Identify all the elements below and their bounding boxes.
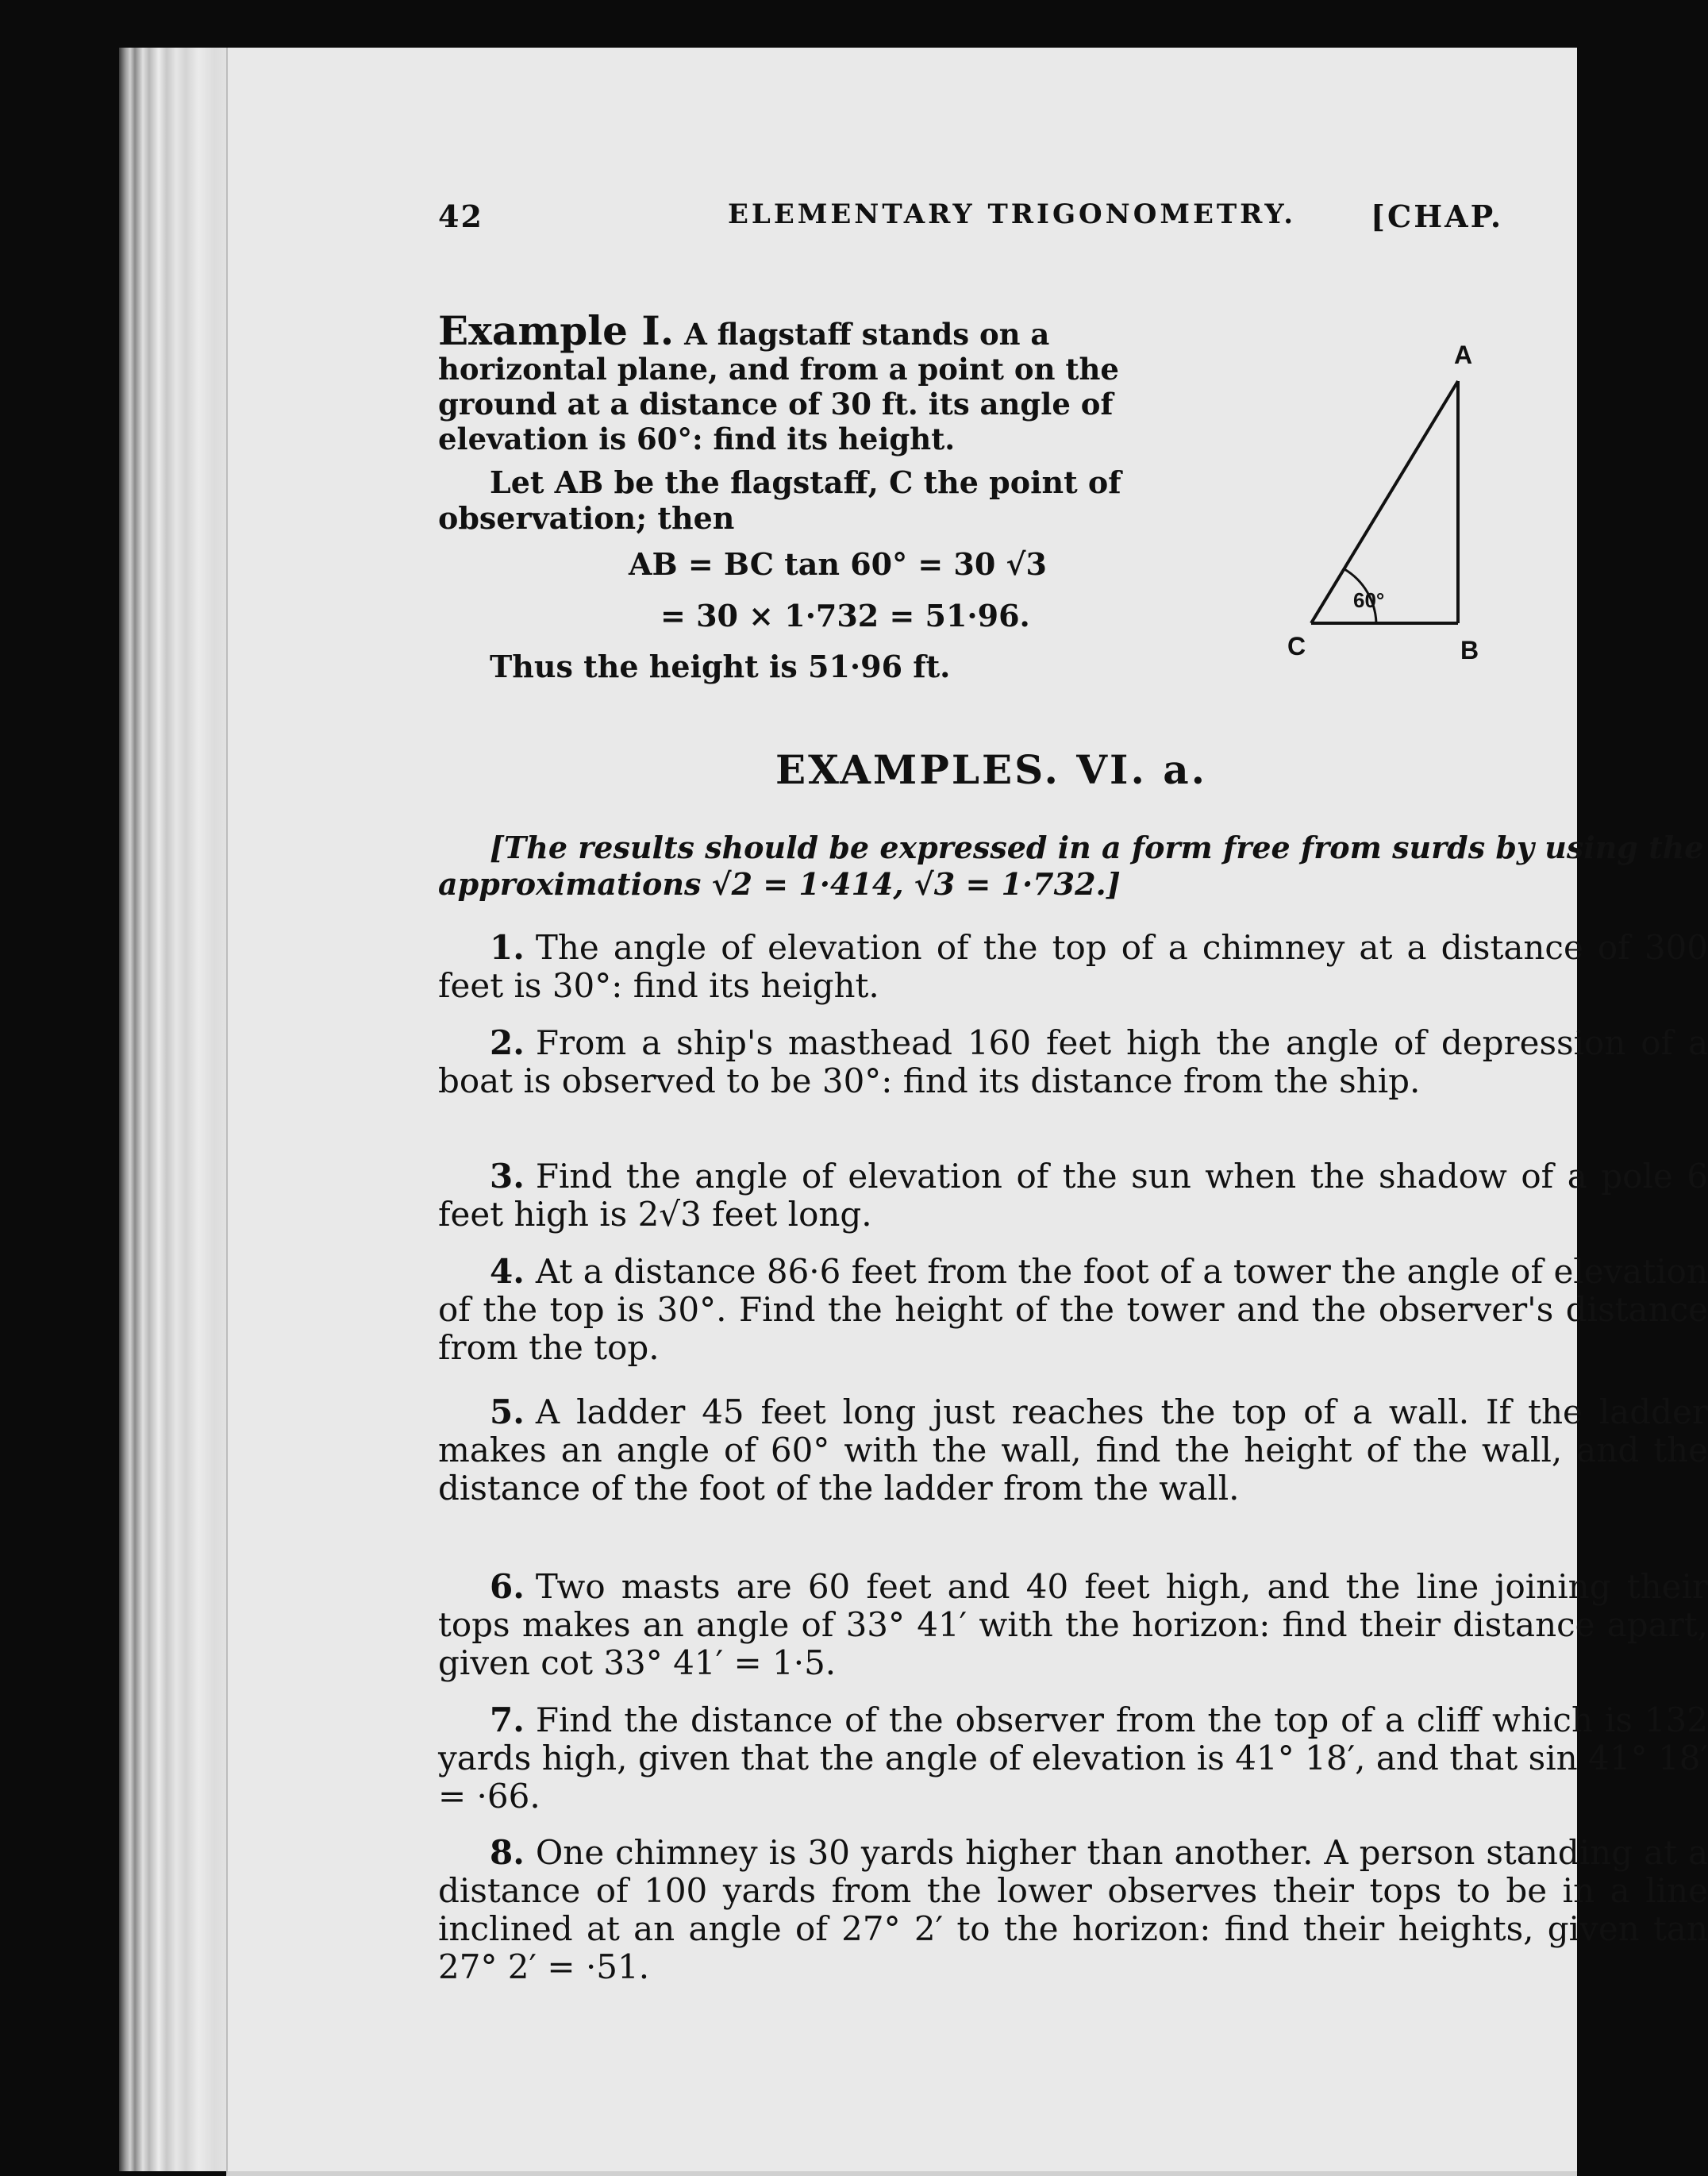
example-statement	[438, 307, 1176, 456]
problem-number: 2.	[490, 1023, 525, 1062]
chapter-label: [CHAP.	[1371, 198, 1504, 234]
problem-number: 6.	[490, 1567, 525, 1606]
problem-text: A ladder 45 feet long just reaches the top of a wall. If the ladder makes an angle of 60° with the wall, find the height of the wall, and the distance of the foot of the ladder from the wall.	[438, 1392, 1708, 1508]
problem-number: 5.	[490, 1392, 525, 1431]
problem-number: 4.	[490, 1252, 525, 1291]
problem-number: 3.	[490, 1157, 525, 1196]
problem-item	[438, 1393, 1708, 1508]
vertex-label-b: B	[1460, 636, 1479, 664]
example-text: A flagstaff stands on a horizontal plane, and from a point on the ground at a distance of 30 ft. its angle of elevation is 60°: find its height.	[438, 317, 1119, 456]
problem-number: 8.	[490, 1833, 525, 1872]
equation-2: = 30 × 1·732 = 51·96.	[660, 598, 1030, 634]
problem-item	[438, 929, 1708, 1005]
problem-text: Find the angle of elevation of the sun when the shadow of a pole 6 feet high is 2√3 feet long.	[438, 1157, 1708, 1234]
problem-number: 7.	[490, 1700, 525, 1739]
problem-text: One chimney is 30 yards higher than another. A person standing at a distance of 100 yards from the lower observes their tops to be in a line inclined at an angle of 27° 2′ to the horizon: find their heights, given tan 27° 2′ = ·51.	[438, 1833, 1708, 1986]
angle-label: 60°	[1353, 588, 1385, 612]
problem-item	[438, 1568, 1708, 1682]
problem-item	[438, 1701, 1708, 1816]
vertex-label-a: A	[1454, 341, 1473, 369]
example-lead: Example I.	[438, 307, 675, 354]
book-edge	[119, 48, 238, 2171]
side-ca	[1311, 381, 1458, 623]
problem-number: 1.	[490, 928, 525, 967]
problem-text: The angle of elevation of the top of a chimney at a distance of 300 feet is 30°: find its height.	[438, 928, 1708, 1005]
problem-text: Find the distance of the observer from the top of a cliff which is 132 yards high, given that the angle of elevation is 41° 18′, and that sin 41° 18′ = ·66.	[438, 1700, 1708, 1816]
section-title: EXAMPLES. VI. a.	[775, 746, 1208, 793]
problem-text: Two masts are 60 feet and 40 feet high, and the line joining their tops makes an angle of 33° 41′ with the horizon: find their distance apart, given cot 33° 41′ = 1·5.	[438, 1567, 1708, 1682]
page-number: 42	[438, 198, 483, 234]
problem-item	[438, 1024, 1708, 1100]
example-conclusion: Thus the height is 51·96 ft.	[490, 649, 951, 684]
running-title: ELEMENTARY TRIGONOMETRY.	[728, 198, 1297, 230]
problem-text: At a distance 86·6 feet from the foot of a tower the angle of elevation of the top is 30°. Find the height of the tower and the observer's distance from the top.	[438, 1252, 1708, 1367]
problem-item	[438, 1157, 1708, 1234]
problem-item	[438, 1253, 1708, 1367]
triangle-diagram	[1287, 341, 1541, 675]
book-page	[226, 48, 1708, 2176]
equation-1: AB = BC tan 60° = 30 √3	[629, 546, 1047, 582]
section-note: [The results should be expressed in a form free from surds by using the approximations √2 = 1·414, √3 = 1·732.]	[438, 830, 1704, 902]
problem-item	[438, 1834, 1708, 1986]
example-let-line: Let AB be the flagstaff, C the point of observation; then	[438, 464, 1121, 536]
problem-text: From a ship's masthead 160 feet high the angle of depression of a boat is observed to be 30°: find its distance from the ship.	[438, 1023, 1708, 1100]
vertex-label-c: C	[1287, 632, 1306, 661]
